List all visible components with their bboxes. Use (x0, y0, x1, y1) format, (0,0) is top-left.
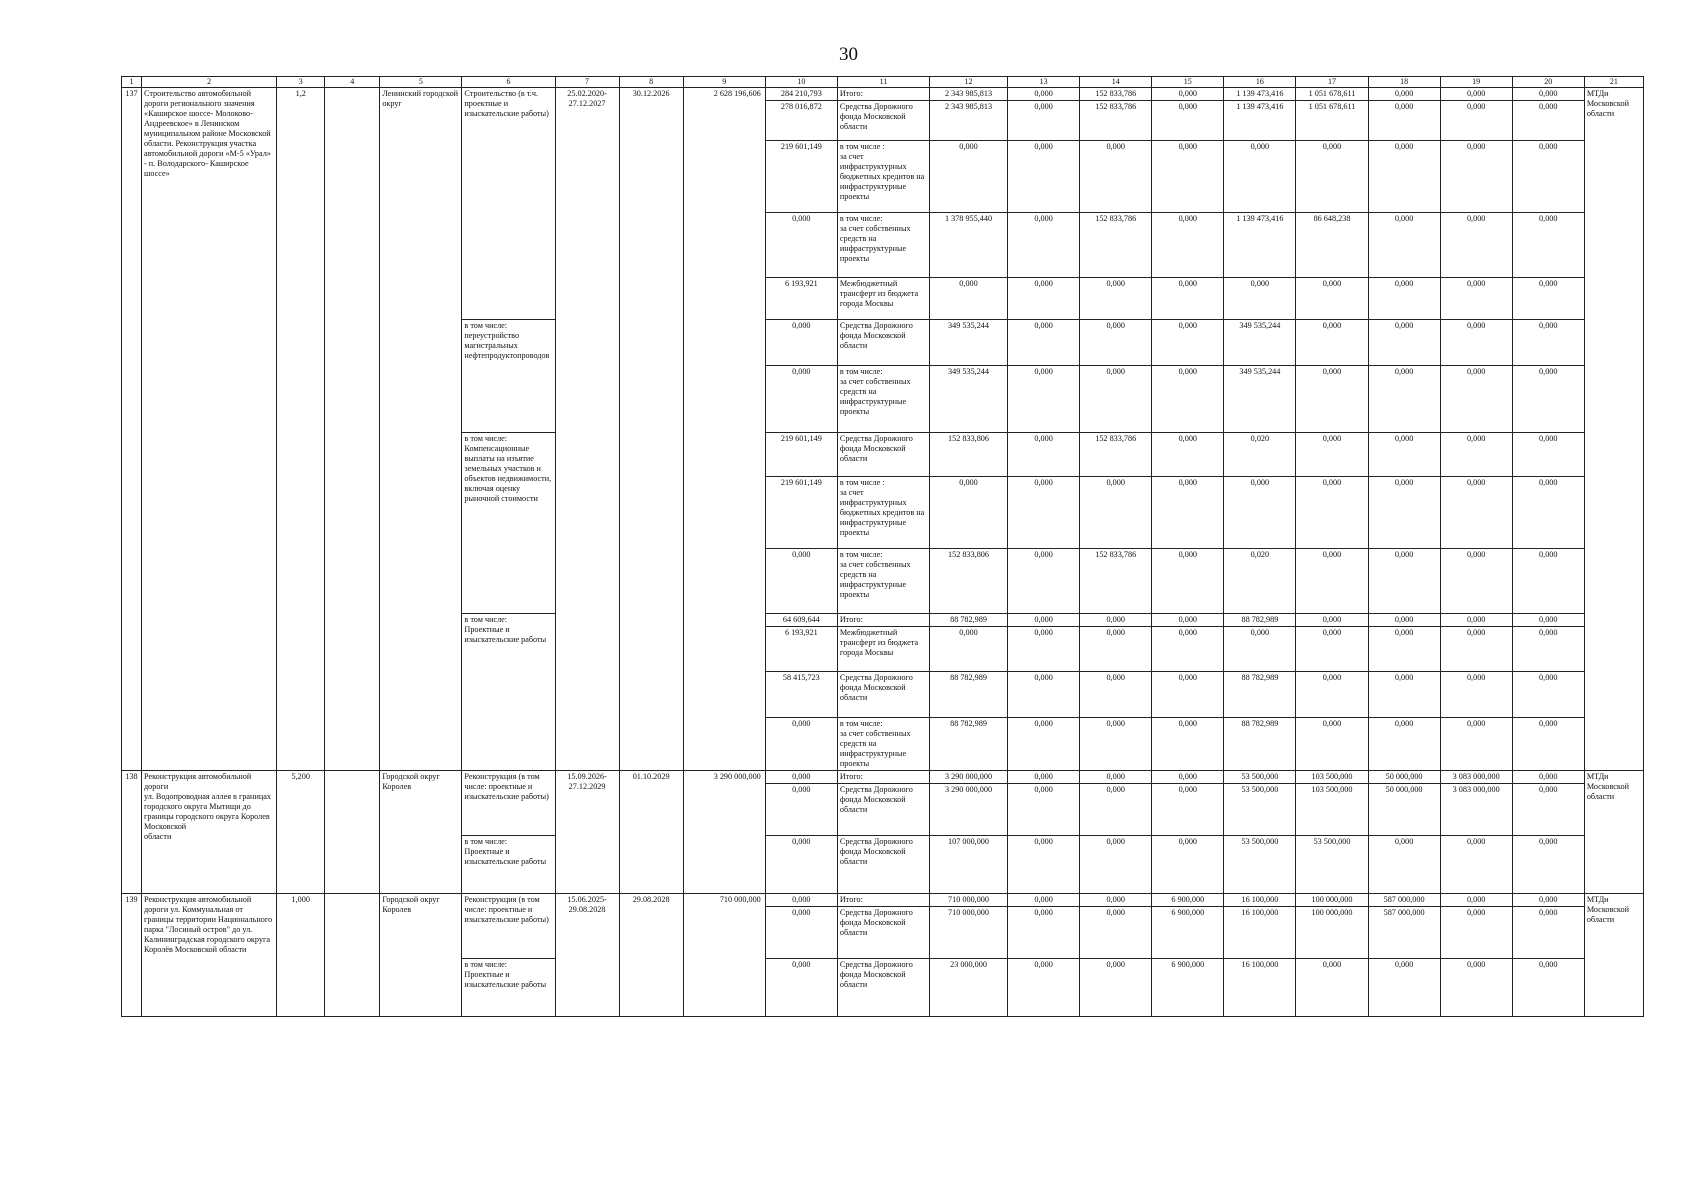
funding-value: 88 782,989 (929, 613, 1007, 626)
funding-source: в том числе : за счет инфраструктурных бюджетных кредитов на инфраструктурные проекты (837, 476, 929, 548)
funding-value: 0,000 (1368, 319, 1440, 365)
funding-value: 3 290 000,000 (929, 783, 1007, 835)
funding-spent: 219 601,149 (765, 140, 837, 212)
project-completion: 01.10.2029 (619, 770, 683, 893)
funding-value: 16 100,000 (1224, 958, 1296, 1016)
funding-value: 0,000 (1440, 432, 1512, 476)
funding-value: 0,000 (1368, 100, 1440, 140)
column-number: 16 (1224, 77, 1296, 88)
funding-value: 0,000 (1512, 365, 1584, 432)
funding-value: 0,000 (1512, 140, 1584, 212)
funding-source: Средства Дорожного фонда Московской области (837, 100, 929, 140)
funding-value: 0,000 (1080, 671, 1152, 717)
funding-value: 0,000 (1008, 87, 1080, 100)
funding-spent: 0,000 (765, 893, 837, 906)
funding-value: 0,000 (1080, 626, 1152, 671)
funding-value: 0,000 (1080, 476, 1152, 548)
funding-value: 0,000 (1008, 432, 1080, 476)
work-type: в том числе: Проектные и изыскательские работы (462, 958, 555, 1016)
funding-value: 2 343 985,813 (929, 87, 1007, 100)
funding-value: 0,000 (1152, 783, 1224, 835)
funding-source: Межбюджетный трансферт из бюджета города Москвы (837, 626, 929, 671)
funding-value: 100 000,000 (1296, 893, 1368, 906)
column-number: 12 (929, 77, 1007, 88)
column-number: 21 (1584, 77, 1643, 88)
funding-value: 0,000 (1008, 626, 1080, 671)
column-number: 15 (1152, 77, 1224, 88)
funding-value: 103 500,000 (1296, 783, 1368, 835)
funding-value: 0,000 (1224, 476, 1296, 548)
funding-value: 0,000 (1080, 958, 1152, 1016)
funding-value: 3 290 000,000 (929, 770, 1007, 783)
funding-source: Средства Дорожного фонда Московской области (837, 319, 929, 365)
funding-value: 0,000 (1368, 548, 1440, 613)
funding-value: 0,000 (929, 140, 1007, 212)
funding-value: 0,000 (1512, 717, 1584, 770)
funding-value: 0,000 (1080, 140, 1152, 212)
work-type: Реконструкция (в том числе: проектные и изыскательские работы) (462, 893, 555, 958)
funding-value: 0,000 (1008, 906, 1080, 958)
project-dates: 25.02.2020- 27.12.2027 (555, 87, 619, 770)
funding-value: 0,000 (1368, 717, 1440, 770)
funding-value: 0,000 (1296, 277, 1368, 319)
funding-value: 349 535,244 (929, 365, 1007, 432)
funding-value: 16 100,000 (1224, 893, 1296, 906)
funding-value: 0,000 (1368, 87, 1440, 100)
column-number: 6 (462, 77, 555, 88)
funding-value: 50 000,000 (1368, 770, 1440, 783)
funding-value: 710 000,000 (929, 893, 1007, 906)
page-number: 30 (839, 44, 858, 65)
project-name: Реконструкция автомобильной дороги ул. Водопроводная аллея в границах городского округа Мытищи до границы городского округа Королев Московской области (142, 770, 277, 893)
project-municipality: Ленинский городской округ (380, 87, 462, 770)
responsible-body: МТДи Московской области (1584, 770, 1643, 893)
funding-value: 0,000 (929, 476, 1007, 548)
funding-value: 0,000 (1152, 626, 1224, 671)
funding-value: 0,000 (1440, 626, 1512, 671)
funding-value: 0,000 (1152, 613, 1224, 626)
funding-value: 0,000 (1512, 835, 1584, 893)
funding-value: 152 833,786 (1080, 548, 1152, 613)
funding-value: 2 343 985,813 (929, 100, 1007, 140)
project-col4 (325, 893, 380, 1016)
project-length: 5,200 (277, 770, 325, 893)
funding-value: 16 100,000 (1224, 906, 1296, 958)
funding-value: 0,000 (1512, 613, 1584, 626)
funding-value: 88 782,989 (929, 717, 1007, 770)
funding-value: 53 500,000 (1296, 835, 1368, 893)
funding-value: 0,000 (1368, 212, 1440, 277)
funding-value: 0,000 (1296, 140, 1368, 212)
work-type: в том числе: Компенсационные выплаты на изъятие земельных участков и объектов недвижимости, включая оценку рыночной стоимости (462, 432, 555, 613)
funding-value: 1 139 473,416 (1224, 100, 1296, 140)
project-name: Строительство автомобильной дороги регионального значения «Каширское шоссе- Молоково- Андреевское» в Ленинском муниципальном районе Московской области. Реконструкция участка автомобильной дороги «М-5 «Урал» - п. Володарского- Каширское шоссе» (142, 87, 277, 770)
funding-value: 0,000 (1080, 893, 1152, 906)
project-cost: 710 000,000 (683, 893, 765, 1016)
funding-value: 53 500,000 (1224, 835, 1296, 893)
funding-value: 0,000 (1512, 432, 1584, 476)
funding-value: 0,000 (1008, 365, 1080, 432)
funding-source: Итого: (837, 87, 929, 100)
funding-value: 0,000 (1440, 906, 1512, 958)
funding-value: 1 051 678,611 (1296, 87, 1368, 100)
column-number: 1 (122, 77, 142, 88)
column-number: 8 (619, 77, 683, 88)
funding-value: 0,000 (1080, 365, 1152, 432)
funding-value: 0,000 (1152, 432, 1224, 476)
funding-value: 88 782,989 (1224, 613, 1296, 626)
column-number: 4 (325, 77, 380, 88)
funding-value: 0,020 (1224, 548, 1296, 613)
column-number: 7 (555, 77, 619, 88)
funding-value: 0,000 (1224, 626, 1296, 671)
funding-value: 0,000 (1080, 783, 1152, 835)
work-type: в том числе: переустройство магистральных нефтепродуктопроводов (462, 319, 555, 432)
funding-source: Средства Дорожного фонда Московской области (837, 835, 929, 893)
funding-value: 0,000 (1152, 365, 1224, 432)
funding-value: 587 000,000 (1368, 906, 1440, 958)
project-cost: 2 628 196,606 (683, 87, 765, 770)
project-dates: 15.06.2025- 29.08.2028 (555, 893, 619, 1016)
funding-spent: 0,000 (765, 365, 837, 432)
funding-value: 349 535,244 (1224, 365, 1296, 432)
funding-spent: 0,000 (765, 548, 837, 613)
funding-value: 23 000,000 (929, 958, 1007, 1016)
funding-value: 0,000 (1368, 140, 1440, 212)
funding-value: 1 139 473,416 (1224, 87, 1296, 100)
funding-value: 88 782,989 (929, 671, 1007, 717)
funding-value: 0,000 (1152, 212, 1224, 277)
funding-value: 53 500,000 (1224, 770, 1296, 783)
funding-value: 349 535,244 (929, 319, 1007, 365)
funding-value: 0,000 (1080, 835, 1152, 893)
funding-value: 0,000 (1152, 87, 1224, 100)
column-number: 18 (1368, 77, 1440, 88)
funding-value: 0,000 (1224, 140, 1296, 212)
project-number: 139 (122, 893, 142, 1016)
funding-value: 0,000 (1512, 906, 1584, 958)
table-row (122, 770, 1644, 783)
funding-source: Средства Дорожного фонда Московской области (837, 432, 929, 476)
work-type: Строительство (в т.ч. проектные и изыскательские работы) (462, 87, 555, 319)
funding-value: 0,000 (1296, 365, 1368, 432)
funding-value: 0,000 (1008, 835, 1080, 893)
financing-table (121, 76, 1644, 1017)
funding-value: 0,000 (1512, 548, 1584, 613)
funding-value: 0,000 (1368, 277, 1440, 319)
funding-value: 0,000 (1440, 548, 1512, 613)
funding-value: 587 000,000 (1368, 893, 1440, 906)
funding-value: 1 051 678,611 (1296, 100, 1368, 140)
funding-value: 0,000 (1296, 476, 1368, 548)
funding-value: 50 000,000 (1368, 783, 1440, 835)
project-number: 137 (122, 87, 142, 770)
funding-source: Средства Дорожного фонда Московской области (837, 958, 929, 1016)
column-number: 10 (765, 77, 837, 88)
funding-value: 0,000 (1080, 319, 1152, 365)
funding-value: 0,000 (1080, 770, 1152, 783)
funding-value: 0,000 (1440, 100, 1512, 140)
funding-value: 88 782,989 (1224, 717, 1296, 770)
funding-value: 0,000 (1440, 613, 1512, 626)
funding-value: 100 000,000 (1296, 906, 1368, 958)
funding-value: 0,000 (1512, 626, 1584, 671)
project-dates: 15.09.2026- 27.12.2029 (555, 770, 619, 893)
funding-value: 0,000 (1440, 212, 1512, 277)
funding-spent: 278 016,872 (765, 100, 837, 140)
work-type: в том числе: Проектные и изыскательские работы (462, 835, 555, 893)
funding-value: 0,000 (1440, 319, 1512, 365)
funding-spent: 0,000 (765, 212, 837, 277)
funding-value: 0,000 (1440, 835, 1512, 893)
funding-value: 0,000 (1368, 365, 1440, 432)
funding-spent: 0,000 (765, 835, 837, 893)
funding-value: 0,000 (1368, 958, 1440, 1016)
funding-value: 0,000 (1440, 671, 1512, 717)
funding-source: Межбюджетный трансферт из бюджета города Москвы (837, 277, 929, 319)
funding-source: Средства Дорожного фонда Московской области (837, 671, 929, 717)
table-row (122, 87, 1644, 100)
column-number: 5 (380, 77, 462, 88)
funding-value: 6 900,000 (1152, 893, 1224, 906)
funding-value: 3 083 000,000 (1440, 770, 1512, 783)
funding-spent: 219 601,149 (765, 432, 837, 476)
column-number: 13 (1008, 77, 1080, 88)
funding-value: 0,000 (1008, 277, 1080, 319)
funding-value: 0,000 (1008, 319, 1080, 365)
funding-value: 0,000 (1440, 87, 1512, 100)
funding-value: 0,020 (1224, 432, 1296, 476)
funding-value: 0,000 (1440, 893, 1512, 906)
funding-value: 0,000 (1512, 893, 1584, 906)
funding-value: 0,000 (1512, 212, 1584, 277)
project-col4 (325, 87, 380, 770)
column-number: 2 (142, 77, 277, 88)
funding-value: 0,000 (1512, 277, 1584, 319)
funding-value: 0,000 (1440, 365, 1512, 432)
funding-source: Итого: (837, 770, 929, 783)
funding-value: 0,000 (1152, 770, 1224, 783)
funding-value: 6 900,000 (1152, 958, 1224, 1016)
project-name: Реконструкция автомобильной дороги ул. Коммунальная от границы территории Национального парка "Лосиный остров" до ул. Калининградская городского округа Королёв Московской области (142, 893, 277, 1016)
funding-value: 0,000 (1008, 770, 1080, 783)
funding-spent: 219 601,149 (765, 476, 837, 548)
funding-value: 0,000 (1296, 319, 1368, 365)
funding-value: 3 083 000,000 (1440, 783, 1512, 835)
funding-value: 0,000 (1152, 671, 1224, 717)
funding-source: Средства Дорожного фонда Московской области (837, 906, 929, 958)
funding-spent: 0,000 (765, 783, 837, 835)
funding-value: 0,000 (1368, 626, 1440, 671)
funding-value: 0,000 (1512, 958, 1584, 1016)
funding-value: 0,000 (1296, 717, 1368, 770)
funding-source: в том числе: за счет собственных средств на инфраструктурные проекты (837, 365, 929, 432)
funding-value: 0,000 (1440, 958, 1512, 1016)
funding-value: 0,000 (1008, 100, 1080, 140)
funding-source: Итого: (837, 893, 929, 906)
funding-value: 0,000 (1008, 671, 1080, 717)
funding-value: 0,000 (1512, 87, 1584, 100)
funding-value: 0,000 (1152, 717, 1224, 770)
funding-value: 0,000 (1512, 100, 1584, 140)
funding-value: 152 833,806 (929, 548, 1007, 613)
funding-value: 0,000 (1296, 432, 1368, 476)
funding-value: 0,000 (1512, 319, 1584, 365)
funding-value: 53 500,000 (1224, 783, 1296, 835)
funding-value: 0,000 (1512, 783, 1584, 835)
funding-value: 0,000 (1008, 958, 1080, 1016)
column-number: 20 (1512, 77, 1584, 88)
funding-value: 0,000 (1152, 277, 1224, 319)
funding-value: 0,000 (1440, 140, 1512, 212)
funding-value: 0,000 (1296, 613, 1368, 626)
responsible-body: МТДи Московской области (1584, 87, 1643, 770)
funding-value: 710 000,000 (929, 906, 1007, 958)
funding-value: 0,000 (1368, 671, 1440, 717)
funding-spent: 58 415,723 (765, 671, 837, 717)
project-completion: 29.08.2028 (619, 893, 683, 1016)
funding-value: 0,000 (1152, 548, 1224, 613)
funding-value: 0,000 (1152, 100, 1224, 140)
work-type: в том числе: Проектные и изыскательские работы (462, 613, 555, 770)
funding-spent: 0,000 (765, 958, 837, 1016)
funding-value: 152 833,786 (1080, 100, 1152, 140)
project-municipality: Городской округ Королев (380, 770, 462, 893)
funding-value: 107 000,000 (929, 835, 1007, 893)
funding-value: 0,000 (1008, 476, 1080, 548)
project-municipality: Городской округ Королев (380, 893, 462, 1016)
column-number: 9 (683, 77, 765, 88)
funding-value: 0,000 (929, 626, 1007, 671)
column-number: 17 (1296, 77, 1368, 88)
project-length: 1,000 (277, 893, 325, 1016)
funding-spent: 6 193,921 (765, 626, 837, 671)
column-number: 11 (837, 77, 929, 88)
funding-source: в том числе: за счет собственных средств на инфраструктурные проекты (837, 548, 929, 613)
column-number: 14 (1080, 77, 1152, 88)
funding-spent: 64 609,644 (765, 613, 837, 626)
funding-spent: 0,000 (765, 770, 837, 783)
project-col4 (325, 770, 380, 893)
funding-value: 152 833,786 (1080, 432, 1152, 476)
funding-value: 0,000 (1080, 613, 1152, 626)
funding-value: 0,000 (1152, 319, 1224, 365)
funding-value: 0,000 (1152, 476, 1224, 548)
funding-source: Средства Дорожного фонда Московской области (837, 783, 929, 835)
work-type: Реконструкция (в том числе: проектные и изыскательские работы) (462, 770, 555, 835)
responsible-body: МТДи Московской области (1584, 893, 1643, 1016)
project-cost: 3 290 000,000 (683, 770, 765, 893)
funding-value: 0,000 (1440, 277, 1512, 319)
funding-value: 0,000 (1296, 671, 1368, 717)
funding-source: в том числе: за счет собственных средств на инфраструктурные проекты (837, 717, 929, 770)
project-length: 1,2 (277, 87, 325, 770)
funding-spent: 0,000 (765, 717, 837, 770)
funding-source: в том числе : за счет инфраструктурных бюджетных кредитов на инфраструктурные проекты (837, 140, 929, 212)
funding-value: 0,000 (1008, 717, 1080, 770)
funding-value: 0,000 (1440, 476, 1512, 548)
funding-value: 152 833,786 (1080, 212, 1152, 277)
funding-value: 0,000 (1008, 548, 1080, 613)
project-number: 138 (122, 770, 142, 893)
funding-spent: 0,000 (765, 906, 837, 958)
funding-value: 1 378 955,440 (929, 212, 1007, 277)
funding-value: 0,000 (1224, 277, 1296, 319)
funding-value: 0,000 (1008, 613, 1080, 626)
project-completion: 30.12.2026 (619, 87, 683, 770)
funding-value: 0,000 (1152, 140, 1224, 212)
funding-value: 0,000 (1512, 770, 1584, 783)
funding-spent: 284 210,793 (765, 87, 837, 100)
funding-value: 0,000 (1368, 476, 1440, 548)
funding-value: 0,000 (1008, 893, 1080, 906)
funding-value: 0,000 (1296, 548, 1368, 613)
funding-value: 1 139 473,416 (1224, 212, 1296, 277)
funding-value: 0,000 (1368, 835, 1440, 893)
funding-value: 349 535,244 (1224, 319, 1296, 365)
funding-value: 0,000 (1080, 277, 1152, 319)
funding-value: 0,000 (929, 277, 1007, 319)
funding-value: 0,000 (1440, 717, 1512, 770)
funding-source: Итого: (837, 613, 929, 626)
column-number-row (122, 77, 1644, 88)
column-number: 19 (1440, 77, 1512, 88)
funding-value: 152 833,806 (929, 432, 1007, 476)
funding-value: 0,000 (1008, 140, 1080, 212)
funding-value: 0,000 (1296, 626, 1368, 671)
funding-value: 88 782,989 (1224, 671, 1296, 717)
funding-value: 103 500,000 (1296, 770, 1368, 783)
funding-value: 0,000 (1080, 717, 1152, 770)
column-number: 3 (277, 77, 325, 88)
table-row (122, 893, 1644, 906)
funding-value: 86 648,238 (1296, 212, 1368, 277)
funding-source: в том числе: за счет собственных средств на инфраструктурные проекты (837, 212, 929, 277)
funding-value: 0,000 (1368, 432, 1440, 476)
funding-spent: 6 193,921 (765, 277, 837, 319)
funding-spent: 0,000 (765, 319, 837, 365)
funding-value: 0,000 (1152, 835, 1224, 893)
funding-value: 0,000 (1080, 906, 1152, 958)
funding-value: 0,000 (1008, 212, 1080, 277)
funding-value: 0,000 (1512, 671, 1584, 717)
funding-value: 6 900,000 (1152, 906, 1224, 958)
funding-value: 0,000 (1296, 958, 1368, 1016)
funding-value: 0,000 (1008, 783, 1080, 835)
funding-value: 0,000 (1368, 613, 1440, 626)
funding-value: 0,000 (1512, 476, 1584, 548)
funding-value: 152 833,786 (1080, 87, 1152, 100)
